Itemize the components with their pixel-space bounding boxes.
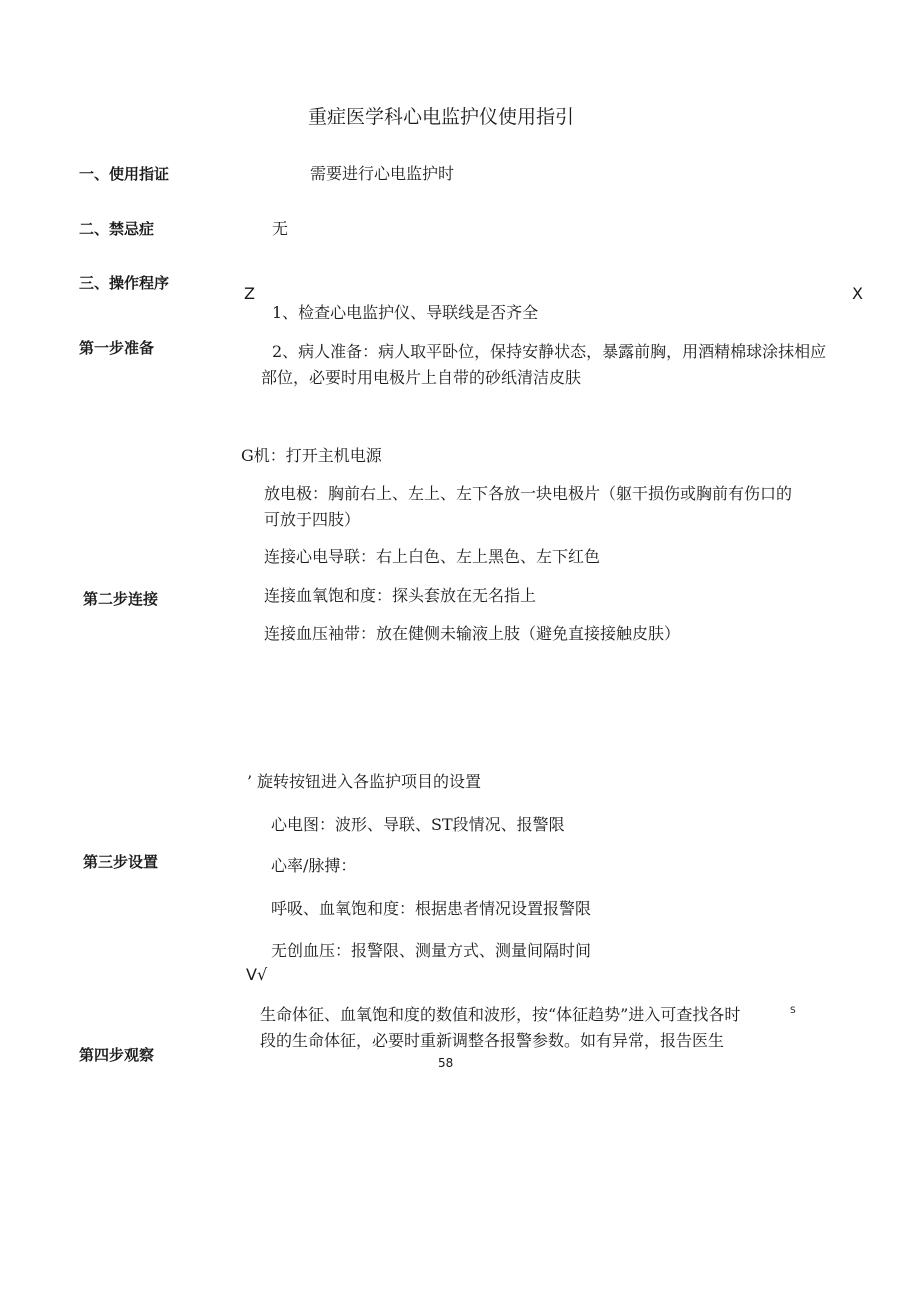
step4-label: 第四步观察	[79, 1046, 155, 1064]
x-mark: X	[852, 284, 863, 303]
apostrophe-mark: ’	[247, 772, 253, 791]
step2-item: G机：打开主机电源	[241, 446, 382, 465]
page-title: 重症医学科心电监护仪使用指引	[308, 106, 575, 128]
z-mark: Z	[244, 284, 255, 303]
s-mark: S	[790, 1006, 796, 1016]
contraindication-value: 无	[272, 219, 289, 238]
step2-label: 第二步连接	[83, 590, 159, 608]
step4-item: 生命体征、血氧饱和度的数值和波形，按“体征趋势”进入可查找各时	[260, 1005, 741, 1024]
step2-item: 连接血氧饱和度：探头套放在无名指上	[264, 586, 537, 605]
step2-item: 放电极：胸前右上、左上、左下各放一块电极片（躯干损伤或胸前有伤口的	[264, 484, 793, 503]
step3-item: 旋转按钮进入各监护项目的设置	[257, 772, 482, 791]
page-number: 58	[438, 1056, 454, 1070]
step4-item: 段的生命体征，必要时重新调整各报警参数。如有异常，报告医生	[260, 1031, 725, 1050]
step1-item: 1、检查心电监护仪、导联线是否齐全	[272, 303, 539, 322]
step3-item: 呼吸、血氧饱和度：根据患者情况设置报警限	[271, 899, 592, 918]
step2-item: 连接心电导联：右上白色、左上黑色、左下红色	[264, 547, 601, 566]
step1-item: 部位，必要时用电极片上自带的砂纸清洁皮肤	[261, 368, 582, 387]
step3-item: 无创血压：报警限、测量方式、测量间隔时间	[271, 941, 592, 960]
step2-item: 可放于四肢）	[264, 510, 361, 529]
step2-item: 连接血压袖带：放在健侧未输液上肢（避免直接接触皮肤）	[264, 624, 681, 643]
step1-label: 第一步准备	[79, 339, 155, 357]
contraindication-label: 二、禁忌症	[79, 220, 155, 238]
procedure-label: 三、操作程序	[79, 274, 170, 292]
step3-label: 第三步设置	[83, 853, 159, 871]
indication-value: 需要进行心电监护时	[310, 164, 455, 183]
indication-label: 一、使用指证	[79, 165, 170, 183]
v-check-mark: V√	[246, 965, 268, 984]
step3-item: 心电图：波形、导联、ST段情况、报警限	[271, 815, 565, 834]
step1-item: 2、病人准备：病人取平卧位，保持安静状态，暴露前胸，用酒精棉球涂抹相应	[272, 342, 827, 361]
step3-item: 心率/脉搏：	[271, 856, 357, 875]
